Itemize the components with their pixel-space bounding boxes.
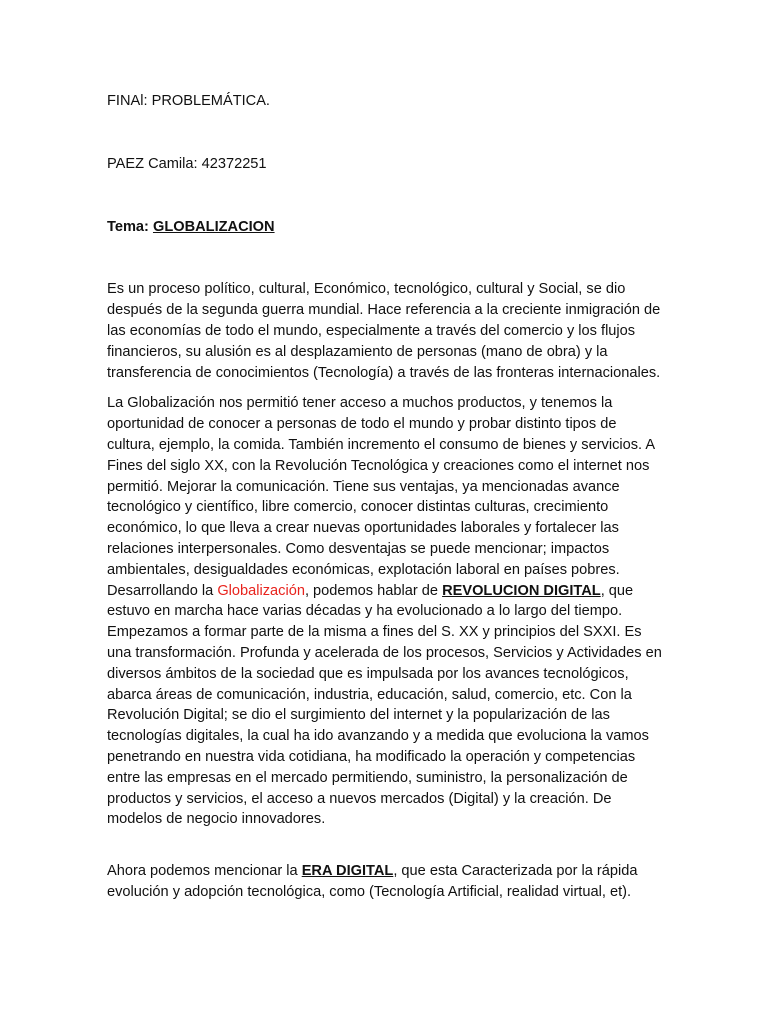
era-digital-term: ERA DIGITAL [301,863,394,880]
topic-line [107,217,662,238]
paragraph-3-text-a: Ahora podemos mencionar la [107,863,302,880]
topic-value: GLOBALIZACION [152,218,275,235]
author-line: PAEZ Camila: 42372251 [107,155,267,172]
globalizacion-highlight: Globalización [217,582,305,599]
paragraph-2-text-c: , que estuvo en marcha hace varias décadas y ha evolucionado a lo largo del tiempo. Empezamos a formar parte de la misma a fines del S. XX y principios del SXXI. Es una transformación. Profunda y acelerada de los procesos, Servicios y Actividades en diversos ámbitos de la sociedad que es impulsada por los avances tecnológicos, abarca áreas de comunicación, industria, educación, salud, comercio, etc. Con la Revolución Digital; se dio el surgimiento del internet y la popularización de las tecnologías digitales, la cual ha ido avanzando y a medida que evoluciona la vamos penetrando en nuestra vida cotidiana, ha modificado la operación y competencias entre las empresas en el mercado permitiendo, suministro, la personalización de productos y servicios, el acceso a nuevos mercados (Digital) y la creación. De modelos de negocio innovadores. [107,582,662,828]
paragraph-3-text-b: , que esta Caracterizada por la rápida evolución y adopción tecnológica, como (Tecnología Artificial, realidad virtual, et). [107,863,638,900]
document-title: FINAl: PROBLEMÁTICA. [107,93,270,109]
paragraph-3 [107,861,662,903]
paragraph-2-text-a: La Globalización nos permitió tener acceso a muchos productos, y tenemos la oportunidad de conocer a personas de todo el mundo y probar distinto tipos de cultura, ejemplo, la comida. También incremento el consumo de bienes y servicios. A Fines del siglo XX, con la Revolución Tecnológica y creaciones como el internet nos permitió. Mejorar la comunicación. Tiene sus ventajas, ya mencionadas avance tecnológico y científico, libre comercio, conocer distintas culturas, crecimiento económico, lo que lleva a crear nuevas oportunidades laborales y fortalecer las relaciones interpersonales. Como desventajas se puede mencionar; impactos ambientales, desigualdades económicas, explotación laboral en países pobres. Desarrollando la [107,395,655,599]
paragraph-2-text-b: , podemos hablar de [304,582,443,599]
topic-label: Tema: [107,218,149,235]
document-body [107,91,662,903]
paragraph-2 [107,393,662,830]
paragraph-1: Es un proceso político, cultural, Económico, tecnológico, cultural y Social, se dio después de la segunda guerra mundial. Hace referencia a la creciente inmigración de las economías de todo el mundo, especialmente a través del comercio y los flujos financieros, su alusión es al desplazamiento de personas (mano de obra) y la transferencia de conocimientos (Tecnología) a través de las fronteras internacionales. [107,281,661,381]
revolucion-digital-term: REVOLUCION DIGITAL [442,582,601,599]
